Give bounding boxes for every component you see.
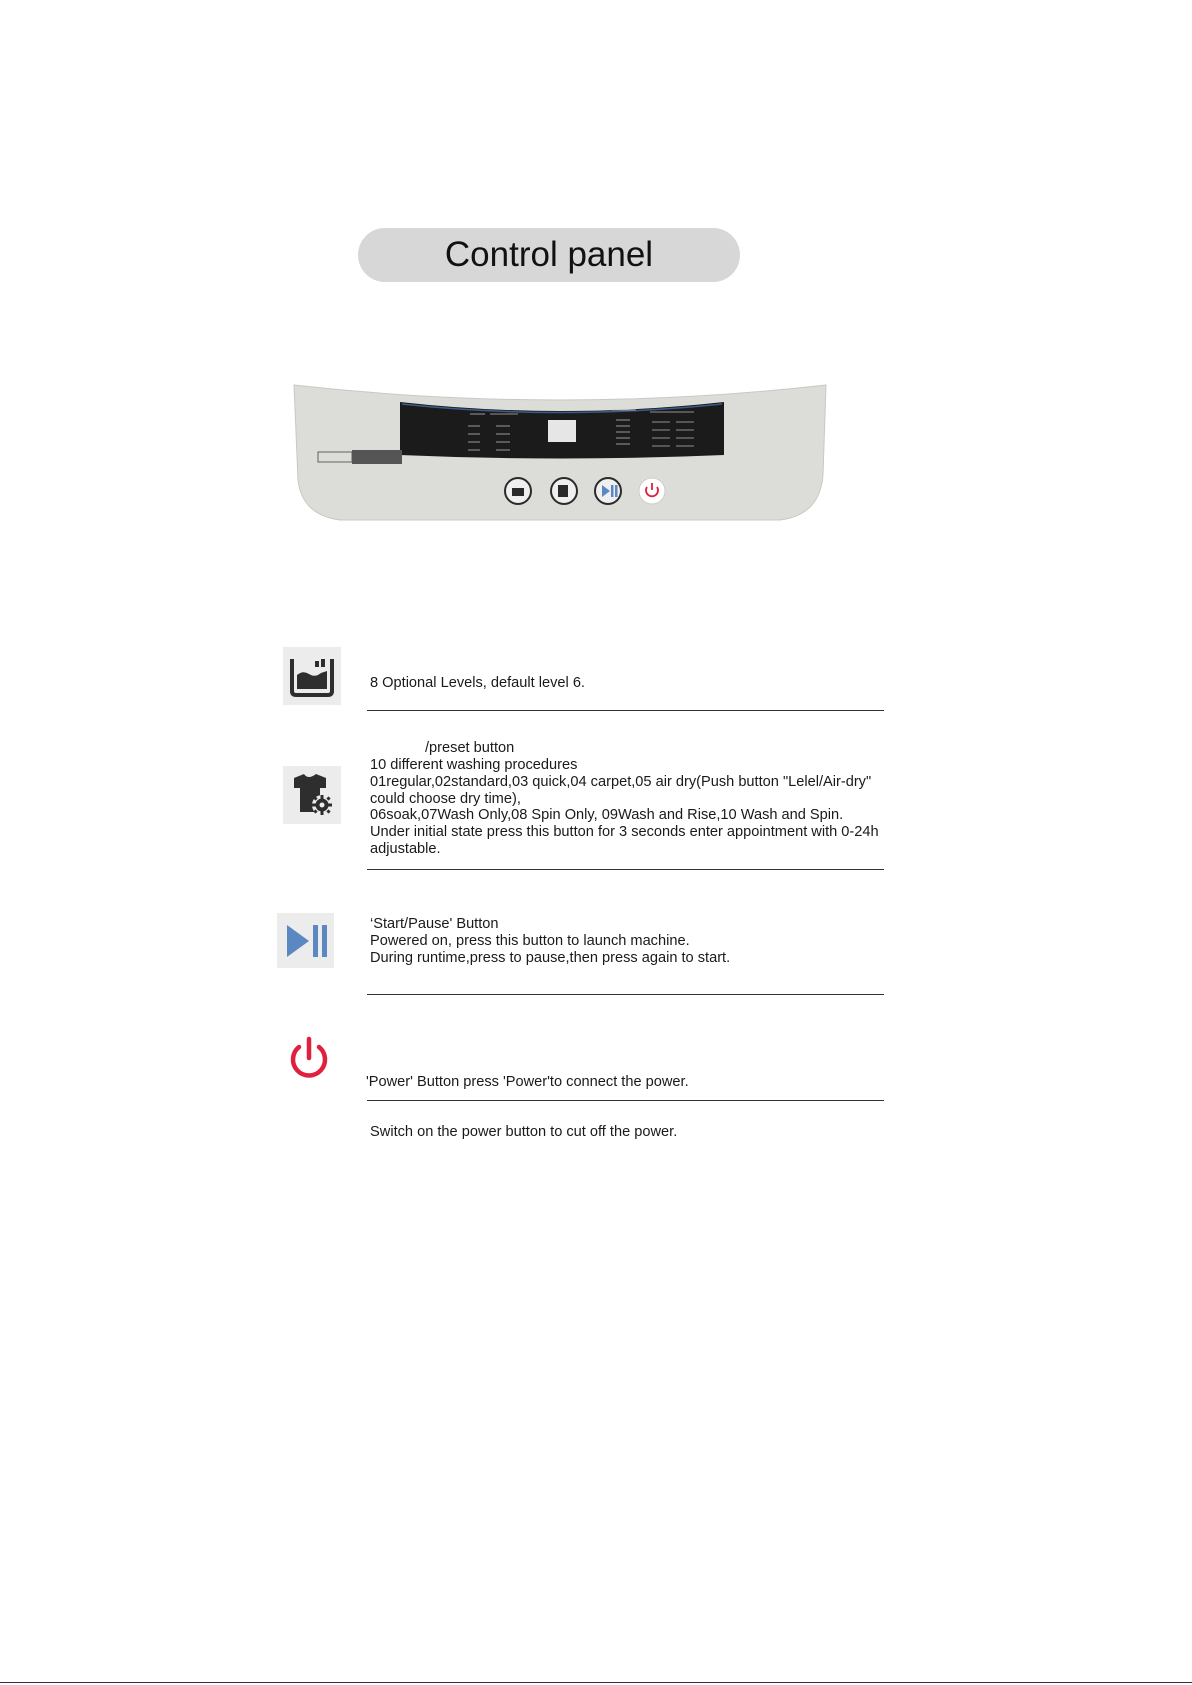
description-line: Powered on, press this button to launch machine.: [370, 932, 690, 949]
description-line: Switch on the power button to cut off the power.: [366, 1123, 678, 1140]
section-divider: [367, 710, 884, 711]
page-footer-rule: [0, 1682, 1192, 1683]
panel-button-water-level: [505, 478, 531, 504]
description-line: could choose dry time),: [370, 790, 521, 807]
description-line: Under initial state press this button for 3 seconds enter appointment with 0-24h: [370, 824, 879, 841]
panel-display: [548, 420, 576, 442]
control-panel-drawing: [290, 380, 830, 525]
section-divider: [367, 994, 884, 995]
description-line: 'Power' Button press 'Power'to connect the power.: [366, 1073, 689, 1090]
play-pause-icon: [277, 913, 334, 968]
power-icon: [280, 1030, 338, 1088]
program-description-heading: [425, 740, 514, 757]
description-line: 01regular,02standard,03 quick,04 carpet,05 air dry(Push button "Lelel/Air-dry": [370, 773, 872, 790]
water-level-icon: [283, 647, 341, 705]
description-line: 10 different washing procedures: [370, 757, 578, 773]
section-divider: [367, 1100, 884, 1101]
start-pause-description: [370, 916, 730, 966]
program-shirt-gear-icon: [283, 766, 341, 824]
description-line: 8 Optional Levels, default level 6.: [370, 675, 585, 691]
water-level-description: [370, 675, 585, 692]
description-line: /preset button: [425, 740, 515, 756]
power-description: [366, 1040, 689, 1158]
program-description: [370, 757, 879, 858]
description-line: 06soak,07Wash Only,08 Spin Only, 09Wash and Rise,10 Wash and Spin.: [370, 807, 844, 824]
description-line: ‘Start/Pause' Button: [370, 916, 499, 932]
description-line: adjustable.: [370, 840, 441, 857]
section-title: [358, 228, 740, 282]
description-line: During runtime,press to pause,then press again to start.: [370, 949, 731, 966]
panel-button-power: [639, 478, 665, 504]
section-title-text: Control panel: [444, 235, 654, 274]
panel-button-start-pause: [595, 478, 621, 504]
control-panel-illustration: [290, 380, 830, 525]
section-divider: [367, 869, 884, 870]
panel-button-program: [551, 478, 577, 504]
